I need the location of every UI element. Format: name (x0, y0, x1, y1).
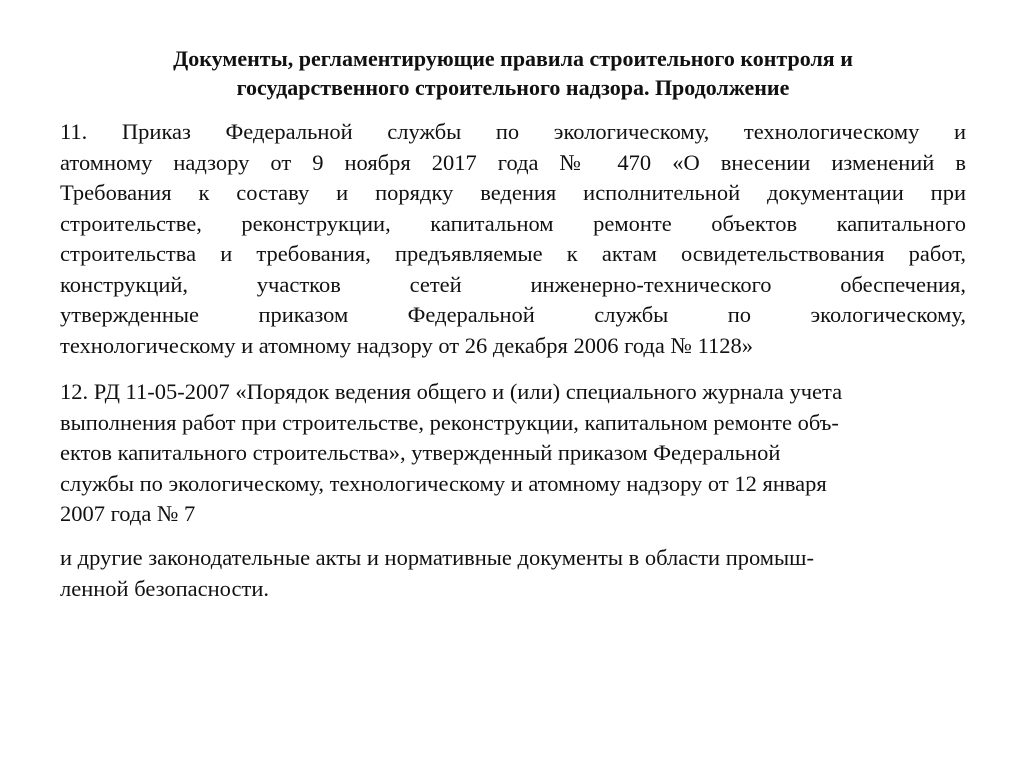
other-documents-line: ленной безопасности. (60, 575, 269, 601)
item-12-paragraph (60, 377, 842, 530)
item-12-line: ектов капитального строительства», утвержденный приказом Федеральной (60, 440, 781, 465)
item-11-line: технологическому и атомному надзору от 26 декабря 2006 года № 1128» (60, 332, 753, 358)
item-11-line: строительстве, реконструкции, капитальном ремонте объектов капитального (60, 210, 966, 236)
item-11-paragraph (60, 117, 966, 361)
item-11-line: утвержденные приказом Федеральной службы по экологическому, (60, 302, 966, 327)
item-11-line: конструкций, участков сетей инженерно-технического обеспечения, (60, 271, 966, 297)
item-11-line: атомному надзору от 9 ноября 2017 года № 470 «О внесении изменений в (60, 149, 966, 175)
slide-title-line-2: государственного строительного надзора. Продолжение (236, 75, 790, 100)
item-12-line: службы по экологическому, технологическому и атомному надзору от 12 января (60, 470, 827, 496)
item-12-line: 12. РД 11-05-2007 «Порядок ведения общего и (или) специального журнала учета (60, 379, 843, 404)
item-12-line: 2007 года № 7 (60, 501, 196, 526)
other-documents-paragraph (60, 543, 814, 604)
item-11-line: строительства и требования, предъявляемые к актам освидетельствования работ, (60, 241, 966, 266)
item-11-line: 11. Приказ Федеральной службы по экологическому, технологическому и (60, 119, 966, 144)
item-12-line: выполнения работ при строительстве, реконструкции, капитальном ремонте объ- (60, 409, 839, 435)
slide-title (60, 44, 966, 102)
other-documents-line: и другие законодательные акты и нормативные документы в области промыш- (60, 545, 814, 570)
item-11-line: Требования к составу и порядку ведения исполнительной документации при (60, 180, 966, 205)
slide-title-line-1: Документы, регламентирующие правила строительного контроля и (173, 46, 853, 71)
